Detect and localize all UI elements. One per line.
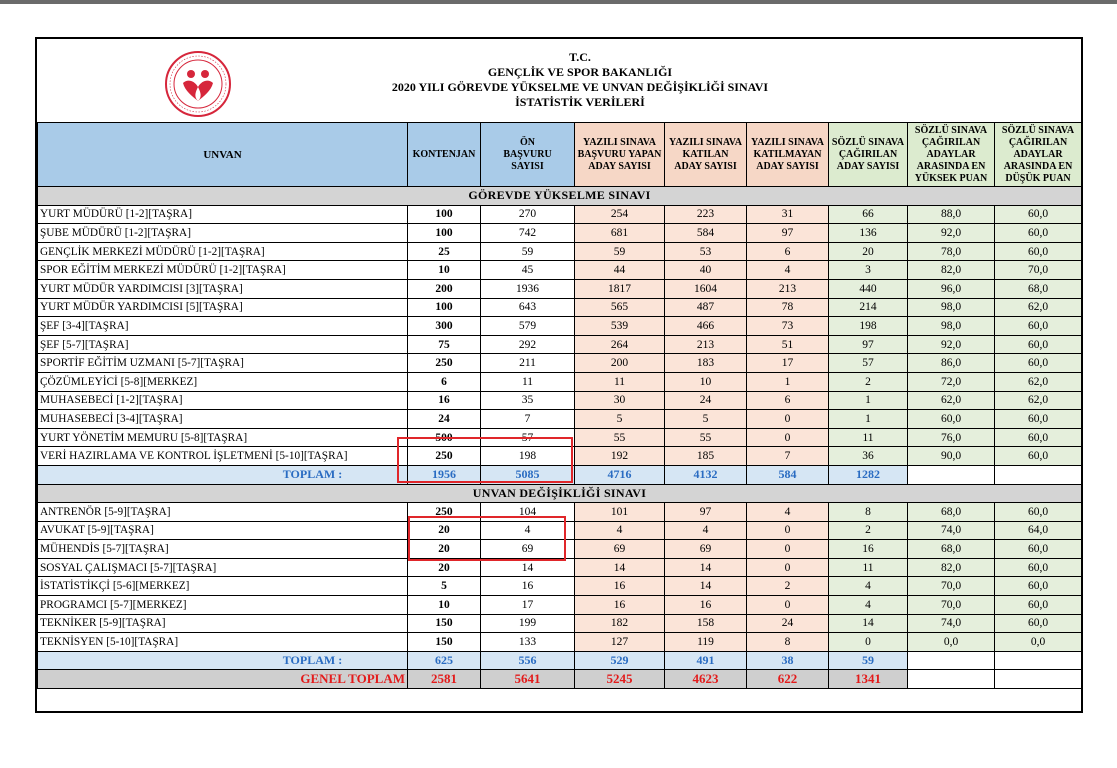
row-value-cell: 20 [829,242,908,261]
row-value-cell: 5 [408,577,481,596]
row-value-cell: 1604 [665,279,747,298]
row-value-cell: 76,0 [908,428,995,447]
row-value-cell: 44 [575,261,665,280]
row-value-cell: 24 [747,614,829,633]
total-empty-cell [995,465,1082,484]
row-value-cell: 1936 [481,279,575,298]
table-row [38,224,1082,243]
row-value-cell: 68,0 [908,540,995,559]
grand-total-value: 4623 [665,670,747,689]
total-label: TOPLAM : [38,465,408,484]
table-row [38,372,1082,391]
row-value-cell: 4 [829,577,908,596]
row-unvan-cell: YURT YÖNETİM MEMURU [5-8][TAŞRA] [38,428,408,447]
row-value-cell: 96,0 [908,279,995,298]
total-value: 4132 [665,465,747,484]
row-value-cell: 742 [481,224,575,243]
row-value-cell: 16 [408,391,481,410]
row-value-cell: 98,0 [908,298,995,317]
row-value-cell: 24 [665,391,747,410]
row-value-cell: 57 [829,354,908,373]
row-value-cell: 7 [747,447,829,466]
row-value-cell: 60,0 [995,242,1082,261]
row-value-cell: 35 [481,391,575,410]
table-row [38,633,1082,652]
table-row [38,242,1082,261]
row-value-cell: 1 [829,391,908,410]
row-value-cell: 0 [829,633,908,652]
row-value-cell: 466 [665,317,747,336]
row-value-cell: 60,0 [995,577,1082,596]
table-row [38,279,1082,298]
row-value-cell: 60,0 [995,503,1082,522]
row-value-cell: 16 [575,596,665,615]
row-value-cell: 17 [481,596,575,615]
row-value-cell: 6 [747,391,829,410]
grand-total-value: 1341 [829,670,908,689]
total-value: 529 [575,651,665,670]
table-row [38,335,1082,354]
row-value-cell: 70,0 [908,577,995,596]
row-value-cell: 150 [408,633,481,652]
row-value-cell: 0 [747,428,829,447]
total-value: 556 [481,651,575,670]
total-value: 59 [829,651,908,670]
row-value-cell: 136 [829,224,908,243]
row-value-cell: 119 [665,633,747,652]
row-unvan-cell: ANTRENÖR [5-9][TAŞRA] [38,503,408,522]
row-unvan-cell: PROGRAMCI [5-7][MERKEZ] [38,596,408,615]
row-value-cell: 60,0 [995,540,1082,559]
row-value-cell: 211 [481,354,575,373]
row-value-cell: 20 [408,558,481,577]
row-unvan-cell: YURT MÜDÜR YARDIMCISI [3][TAŞRA] [38,279,408,298]
table-row [38,558,1082,577]
row-value-cell: 92,0 [908,224,995,243]
row-value-cell: 158 [665,614,747,633]
row-unvan-cell: TEKNİKER [5-9][TAŞRA] [38,614,408,633]
title-line-1: T.C. [569,50,591,64]
row-value-cell: 250 [408,354,481,373]
row-value-cell: 4 [829,596,908,615]
row-value-cell: 66 [829,205,908,224]
col-header-unvan: UNVAN [38,123,408,187]
row-value-cell: 200 [408,279,481,298]
row-value-cell: 0,0 [995,633,1082,652]
col-header-on-basvuru: ÖN BAŞVURU SAYISI [481,123,575,187]
row-value-cell: 2 [747,577,829,596]
table-row [38,317,1082,336]
row-value-cell: 59 [575,242,665,261]
row-value-cell: 4 [575,521,665,540]
col-header-en-yuksek: SÖZLÜ SINAVA ÇAĞIRILAN ADAYLAR ARASINDA EN YÜKSEK PUAN [908,123,995,187]
row-value-cell: 185 [665,447,747,466]
grand-total-value: 622 [747,670,829,689]
row-value-cell: 213 [747,279,829,298]
row-value-cell: 200 [575,354,665,373]
row-value-cell: 11 [829,558,908,577]
grand-total-value: 2581 [408,670,481,689]
row-value-cell: 60,0 [995,335,1082,354]
total-value: 5085 [481,465,575,484]
row-value-cell: 182 [575,614,665,633]
row-value-cell: 6 [747,242,829,261]
row-value-cell: 487 [665,298,747,317]
row-value-cell: 31 [747,205,829,224]
total-value: 584 [747,465,829,484]
row-value-cell: 60,0 [908,410,995,429]
row-value-cell: 10 [665,372,747,391]
row-unvan-cell: VERİ HAZIRLAMA VE KONTROL İŞLETMENİ [5-10][TAŞRA] [38,447,408,466]
table-row [38,261,1082,280]
row-value-cell: 11 [829,428,908,447]
col-header-sozlu-cagirilan: SÖZLÜ SINAVA ÇAĞIRILAN ADAY SAYISI [829,123,908,187]
total-value: 625 [408,651,481,670]
row-value-cell: 70,0 [995,261,1082,280]
row-value-cell: 192 [575,447,665,466]
row-value-cell: 11 [481,372,575,391]
row-unvan-cell: YURT MÜDÜR YARDIMCISI [5][TAŞRA] [38,298,408,317]
row-value-cell: 2 [829,521,908,540]
row-value-cell: 55 [665,428,747,447]
row-value-cell: 20 [408,540,481,559]
row-value-cell: 74,0 [908,521,995,540]
row-value-cell: 60,0 [995,317,1082,336]
title-line-4: İSTATİSTİK VERİLERİ [515,95,645,109]
row-value-cell: 14 [481,558,575,577]
row-value-cell: 198 [481,447,575,466]
row-value-cell: 98,0 [908,317,995,336]
row-unvan-cell: ÇÖZÜMLEYİCİ [5-8][MERKEZ] [38,372,408,391]
col-header-kontenjan: KONTENJAN [408,123,481,187]
row-value-cell: 62,0 [995,372,1082,391]
row-value-cell: 60,0 [995,428,1082,447]
table-row [38,577,1082,596]
table-row [38,354,1082,373]
total-empty-cell [908,465,995,484]
row-value-cell: 55 [575,428,665,447]
row-value-cell: 213 [665,335,747,354]
row-value-cell: 30 [575,391,665,410]
row-value-cell: 24 [408,410,481,429]
col-header-en-dusuk: SÖZLÜ SINAVA ÇAĞIRILAN ADAYLAR ARASINDA EN DÜŞÜK PUAN [995,123,1082,187]
total-row [38,651,1082,670]
row-unvan-cell: ŞEF [5-7][TAŞRA] [38,335,408,354]
row-value-cell: 60,0 [995,447,1082,466]
row-value-cell: 500 [408,428,481,447]
row-value-cell: 579 [481,317,575,336]
row-value-cell: 6 [408,372,481,391]
row-value-cell: 62,0 [995,391,1082,410]
row-value-cell: 681 [575,224,665,243]
document-title [37,50,1081,110]
section-title: GÖREVDE YÜKSELME SINAVI [38,187,1082,206]
row-value-cell: 69 [481,540,575,559]
section-title: UNVAN DEĞİŞİKLİĞİ SINAVI [38,484,1082,503]
total-value: 4716 [575,465,665,484]
row-value-cell: 60,0 [995,410,1082,429]
row-value-cell: 64,0 [995,521,1082,540]
total-empty-cell [908,651,995,670]
grand-total-empty-cell [908,670,995,689]
row-value-cell: 90,0 [908,447,995,466]
col-header-yazili-katilmayan: YAZILI SINAVA KATILMAYAN ADAY SAYISI [747,123,829,187]
row-value-cell: 86,0 [908,354,995,373]
title-line-2: GENÇLİK VE SPOR BAKANLIĞI [487,65,673,79]
row-value-cell: 17 [747,354,829,373]
row-value-cell: 45 [481,261,575,280]
row-value-cell: 1 [747,372,829,391]
row-value-cell: 270 [481,205,575,224]
row-unvan-cell: YURT MÜDÜRÜ [1-2][TAŞRA] [38,205,408,224]
row-unvan-cell: SOSYAL ÇALIŞMACI [5-7][TAŞRA] [38,558,408,577]
row-value-cell: 59 [481,242,575,261]
row-value-cell: 60,0 [995,224,1082,243]
row-value-cell: 75 [408,335,481,354]
total-empty-cell [995,651,1082,670]
row-value-cell: 82,0 [908,558,995,577]
row-value-cell: 73 [747,317,829,336]
row-value-cell: 60,0 [995,596,1082,615]
row-value-cell: 183 [665,354,747,373]
row-value-cell: 11 [575,372,665,391]
row-value-cell: 14 [829,614,908,633]
row-value-cell: 68,0 [908,503,995,522]
row-value-cell: 97 [829,335,908,354]
row-value-cell: 254 [575,205,665,224]
row-unvan-cell: GENÇLİK MERKEZİ MÜDÜRÜ [1-2][TAŞRA] [38,242,408,261]
row-value-cell: 643 [481,298,575,317]
row-value-cell: 69 [575,540,665,559]
row-value-cell: 223 [665,205,747,224]
row-value-cell: 7 [481,410,575,429]
row-unvan-cell: ŞUBE MÜDÜRÜ [1-2][TAŞRA] [38,224,408,243]
table-row [38,410,1082,429]
section-row [38,187,1082,206]
row-value-cell: 92,0 [908,335,995,354]
row-unvan-cell: AVUKAT [5-9][TAŞRA] [38,521,408,540]
row-value-cell: 4 [747,261,829,280]
row-value-cell: 539 [575,317,665,336]
row-value-cell: 199 [481,614,575,633]
total-value: 1956 [408,465,481,484]
statistics-table [37,122,1082,689]
grand-total-value: 5641 [481,670,575,689]
row-value-cell: 133 [481,633,575,652]
row-value-cell: 8 [747,633,829,652]
row-value-cell: 4 [665,521,747,540]
row-value-cell: 214 [829,298,908,317]
row-value-cell: 20 [408,521,481,540]
row-value-cell: 82,0 [908,261,995,280]
row-value-cell: 100 [408,224,481,243]
statistics-sheet [35,37,1083,713]
row-value-cell: 440 [829,279,908,298]
row-value-cell: 0 [747,410,829,429]
grand-total-value: 5245 [575,670,665,689]
row-value-cell: 36 [829,447,908,466]
table-row [38,391,1082,410]
row-value-cell: 100 [408,205,481,224]
row-unvan-cell: MÜHENDİS [5-7][TAŞRA] [38,540,408,559]
row-value-cell: 565 [575,298,665,317]
row-value-cell: 14 [575,558,665,577]
row-value-cell: 72,0 [908,372,995,391]
row-value-cell: 1817 [575,279,665,298]
row-value-cell: 3 [829,261,908,280]
document-header [37,39,1081,122]
row-unvan-cell: SPOR EĞİTİM MERKEZİ MÜDÜRÜ [1-2][TAŞRA] [38,261,408,280]
highlight-box-gorevde [397,437,573,483]
table-row [38,298,1082,317]
row-value-cell: 25 [408,242,481,261]
row-value-cell: 16 [481,577,575,596]
row-value-cell: 4 [747,503,829,522]
table-row [38,205,1082,224]
row-value-cell: 150 [408,614,481,633]
grand-total-label: GENEL TOPLAM [38,670,408,689]
row-value-cell: 5 [665,410,747,429]
row-value-cell: 14 [665,558,747,577]
row-value-cell: 97 [747,224,829,243]
total-value: 1282 [829,465,908,484]
row-value-cell: 584 [665,224,747,243]
row-value-cell: 14 [665,577,747,596]
total-value: 38 [747,651,829,670]
total-label: TOPLAM : [38,651,408,670]
row-value-cell: 78,0 [908,242,995,261]
row-value-cell: 292 [481,335,575,354]
table-row [38,596,1082,615]
row-value-cell: 10 [408,596,481,615]
row-value-cell: 101 [575,503,665,522]
row-value-cell: 0 [747,558,829,577]
section-row [38,484,1082,503]
row-value-cell: 5 [575,410,665,429]
total-value: 491 [665,651,747,670]
row-unvan-cell: MUHASEBECİ [1-2][TAŞRA] [38,391,408,410]
row-value-cell: 40 [665,261,747,280]
row-value-cell: 53 [665,242,747,261]
row-value-cell: 74,0 [908,614,995,633]
row-value-cell: 60,0 [995,354,1082,373]
row-value-cell: 300 [408,317,481,336]
col-header-yazili-katilan: YAZILI SINAVA KATILAN ADAY SAYISI [665,123,747,187]
row-value-cell: 4 [481,521,575,540]
row-unvan-cell: ŞEF [3-4][TAŞRA] [38,317,408,336]
row-value-cell: 62,0 [995,298,1082,317]
grand-total-empty-cell [995,670,1082,689]
row-value-cell: 78 [747,298,829,317]
row-value-cell: 198 [829,317,908,336]
row-value-cell: 70,0 [908,596,995,615]
row-value-cell: 88,0 [908,205,995,224]
col-header-yazili-basvuru: YAZILI SINAVA BAŞVURU YAPAN ADAY SAYISI [575,123,665,187]
row-value-cell: 250 [408,503,481,522]
row-value-cell: 0 [747,521,829,540]
row-value-cell: 1 [829,410,908,429]
row-value-cell: 8 [829,503,908,522]
row-value-cell: 62,0 [908,391,995,410]
row-value-cell: 60,0 [995,558,1082,577]
row-value-cell: 16 [829,540,908,559]
row-value-cell: 51 [747,335,829,354]
row-value-cell: 60,0 [995,205,1082,224]
row-value-cell: 69 [665,540,747,559]
row-value-cell: 104 [481,503,575,522]
row-unvan-cell: MUHASEBECİ [3-4][TAŞRA] [38,410,408,429]
table-header-row [38,123,1082,187]
title-line-3: 2020 YILI GÖREVDE YÜKSELME VE UNVAN DEĞİŞİKLİĞİ SINAVI [391,80,769,94]
row-value-cell: 0,0 [908,633,995,652]
row-value-cell: 100 [408,298,481,317]
row-value-cell: 57 [481,428,575,447]
row-value-cell: 0 [747,540,829,559]
row-value-cell: 127 [575,633,665,652]
row-value-cell: 68,0 [995,279,1082,298]
row-value-cell: 2 [829,372,908,391]
row-unvan-cell: TEKNİSYEN [5-10][TAŞRA] [38,633,408,652]
row-unvan-cell: SPORTİF EĞİTİM UZMANI [5-7][TAŞRA] [38,354,408,373]
row-value-cell: 0 [747,596,829,615]
highlight-box-unvan [408,516,566,561]
row-value-cell: 264 [575,335,665,354]
table-row [38,614,1082,633]
grand-total-row [38,670,1082,689]
row-value-cell: 97 [665,503,747,522]
row-value-cell: 10 [408,261,481,280]
row-value-cell: 250 [408,447,481,466]
row-unvan-cell: İSTATİSTİKÇİ [5-6][MERKEZ] [38,577,408,596]
row-value-cell: 60,0 [995,614,1082,633]
row-value-cell: 16 [575,577,665,596]
row-value-cell: 16 [665,596,747,615]
viewer-top-bar [0,0,1117,4]
